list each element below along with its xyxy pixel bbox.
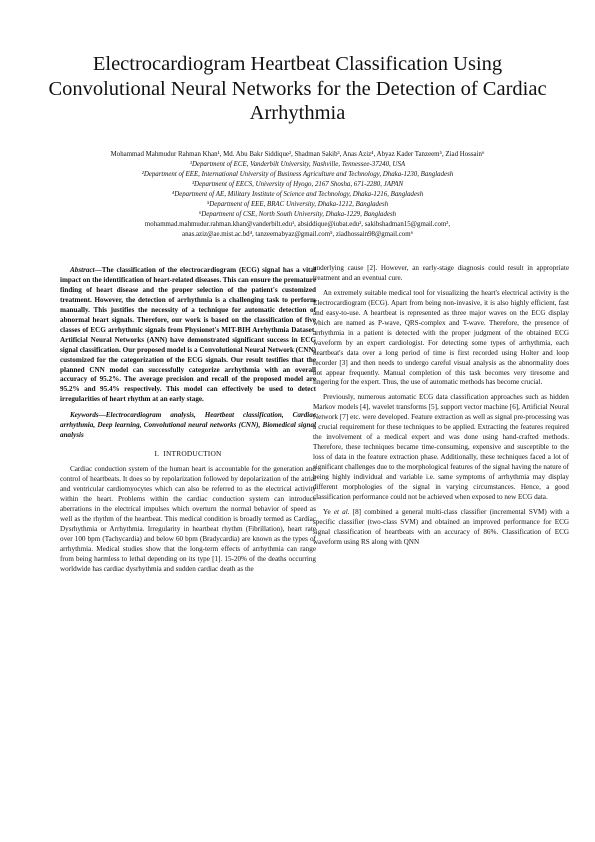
citation-etal: et al. — [333, 507, 350, 516]
abstract — [60, 266, 316, 405]
abstract-label: Abstract — [70, 266, 95, 274]
author-list: Mohammad Mahmudur Rahman Khan¹, Md. Abu Bakr Siddique², Shadman Sakib³, Anas Aziz⁴, Abyaz Kader Tanzeem⁵, Ziad Hossain⁶ — [110, 151, 485, 158]
section-heading-introduction — [60, 449, 316, 459]
affiliation-6: ⁶Department of CSE, North South University, Dhaka-1229, Bangladesh — [198, 210, 397, 218]
section-title-first-letter: I — [163, 449, 166, 459]
right-column — [313, 264, 569, 548]
affiliation-2: ²Department of EEE, International University of Business Agriculture and Technology, Dhaka-1230, Bangladesh — [141, 170, 454, 178]
paper-title: Electrocardiogram Heartbeat Classification Using Convolutional Neural Networks for the Detection of Cardiac Arrhythmia — [48, 53, 547, 124]
citation-author: Ye — [323, 507, 334, 516]
affiliation-5: ⁵Department of EEE, BRAC University, Dhaka-1212, Bangladesh — [206, 200, 389, 208]
intro-paragraph-4 — [313, 508, 569, 548]
intro-paragraph-2: An extremely suitable medical tool for visualizing the heart's electrical activity is the Electrocardiogram (ECG). Apart from being non-invasive, it is also highly efficient, fast and easy-to-use. A heartbeat is represented as three major waves on the ECG display which are named as P-wave, QRS-complex and T-wave. Therefore, the presence of arrhythmia in a patient is detected with the proper judgment of the obtained ECG waveform by an expert cardiologist. For detecting some types of arrhythmia, each heartbeat's data over a long period of time is first recorded using Holter and loop recorder [3] and then needs to undergo careful visual analysis as the abnormality does not appear frequently. Manual completion of this task becomes very tiresome and lingering for the expert. Thus, the use of automatic methods has become crucial. — [313, 288, 569, 387]
email-line-2: anas.aziz@ae.mist.ac.bd⁴, tanzeemabyaz@gmail.com⁵, ziadhossain98@gmail.com⁶ — [182, 230, 413, 238]
affiliation-3: ³Department of EECS, University of Hyogo, 2167 Shosha, 671-2280, JAPAN — [191, 180, 404, 188]
paragraph-4-text: [8] combined a general multi-class classifier (incremental SVM) with a specific classifier (two-class SVM) and obtained an improved performance for ECG signal classification of heartbeats with an accuracy of 86%. Classification of ECG waveform using RS along with QNN — [313, 507, 569, 546]
section-numeral: I. — [154, 449, 160, 459]
affiliation-4: ⁴Department of AE, Military Institute of Science and Technology, Dhaka-1216, Bangladesh — [171, 190, 424, 198]
email-line-1: mohammad.mahmudur.rahman.khan@vanderbilt.edu¹, absiddique@iubat.edu², sakibshadman15@gmail.com³, — [144, 220, 451, 228]
section-title-rest: NTRODUCTION — [165, 449, 222, 459]
keywords-label: Keywords— — [70, 411, 106, 420]
author-block — [60, 150, 535, 240]
intro-paragraph-3: Previously, numerous automatic ECG data classification approaches such as hidden Markov models [4], wavelet transforms [5], support vector machine [6], Artificial Neural Network [7] etc. were developed. Feature extraction as well as signal pre-processing was a crucial requirement for these techniques to be applied. Extracting the features required the involvement of a medical expert and was done using hand-crafted methods. Therefore, these techniques became time-consuming, expensive and susceptible to the loss of data in the feature extraction phase. Additionally, these techniques faced a lot of significant challenges due to the morphological features of the signal having the nature of being highly individual and variable i.e. same symptoms of arrhythmia may display different morphologies of the signal in varying circumstances. Hence, a good classification performance could not be achieved when exposed to new ECG data. — [313, 393, 569, 501]
intro-paragraph-continued: underlying cause [2]. However, an early-stage diagnosis could result in appropriate treatment and an eventual cure. — [313, 264, 569, 282]
left-column — [60, 266, 316, 575]
keywords — [60, 411, 316, 441]
keywords-text: Electrocardiogram analysis, Heartbeat classification, Cardiac arrhythmia, Deep learning, Convolutional neural networks (CNN), Biomedical signal analysis — [60, 411, 316, 440]
intro-paragraph-1: Cardiac conduction system of the human heart is accountable for the generation and control of heartbeats. It does so by repolarization followed by depolarization of the atrial and ventricular cardiomyocytes which can also be referred to as the electrical activity within the heart. Problems within the cardiac conduction system can introduce aberrations in the electrical impulses which overturn the normal behavior of speed as well as the rhythm of the heartbeat. This medical condition is broadly termed as Cardiac Dysrhythmia or Arrhythmia. Irregularity in heartbeat rhythm (Fibrillation), heart rate over 100 bpm (Tachycardia) and below 60 bpm (Bradycardia) are known as the types of arrhythmia. Medical studies show that the long-term effects of arrhythmia can range from being harmless to lethal depending on its type [1]. 15-20% of the deaths occurring worldwide has cardiac dysrhythmia and sudden cardiac death as the — [60, 465, 316, 573]
affiliation-1: ¹Department of ECE, Vanderbilt University, Nashville, Tennessee-37240, USA — [189, 160, 406, 168]
abstract-text: —The classification of the electrocardiogram (ECG) signal has a vital impact on the identification of heart-related diseases. This can ensure the premature finding of heart disease and the proper selection of the patient's customized treatment. However, the detection of arrhythmia is a challenging task to perform manually. This justifies the necessity of a technique for automatic detection of abnormal heart signals. Therefore, our work is based on the classification of five classes of ECG arrhythmic signals from Physionet's MIT-BIH Arrhythmia Dataset. Artificial Neural Networks (ANN) have demonstrated significant success in ECG signal classification. Our proposed model is a Convolutional Neural Network (CNN) customized for the categorization of the ECG signals. Our result testifies that the planned CNN model can successfully categorize arrhythmia with an overall accuracy of 95.2%. The average precision and recall of the proposed model are 95.2% and 95.4% respectively. This model can effectively be used to detect irregularities of heart rhythm at an early stage. — [60, 266, 316, 404]
